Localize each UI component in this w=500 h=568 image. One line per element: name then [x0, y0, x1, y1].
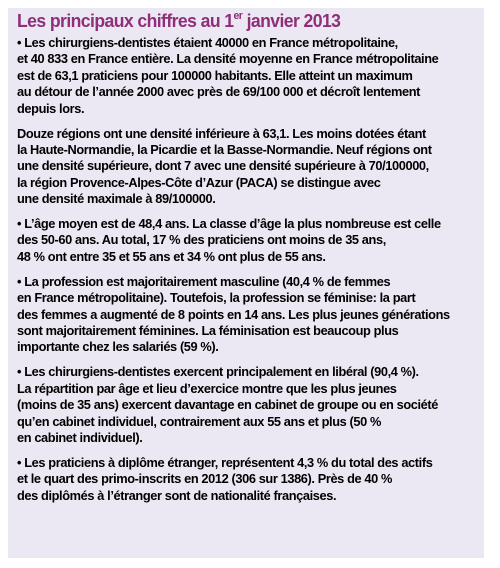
- title-superscript: er: [233, 9, 243, 22]
- text-line: importante chez les salariés (59 %).: [17, 339, 219, 355]
- text-line: des 50-60 ans. Au total, 17 % des praticiens ont moins de 35 ans,: [17, 232, 386, 248]
- text-line: • Les praticiens à diplôme étranger, représentent 4,3 % du total des actifs: [17, 454, 433, 470]
- text-line: • Les chirurgiens-dentistes exercent principalement en libéral (90,4 %).: [17, 364, 419, 380]
- text-line: une densité maximale à 89/100000.: [17, 191, 216, 207]
- text-line: la Haute-Normandie, la Picardie et la Basse-Normandie. Neuf régions ont: [17, 141, 432, 157]
- text-line: est de 63,1 praticiens pour 100000 habitants. Elle atteint un maximum: [17, 67, 413, 83]
- paragraph-practice: [17, 364, 476, 446]
- title-text: Les principaux chiffres au 1: [17, 10, 234, 31]
- paragraph-regions: [17, 126, 476, 208]
- text-line: depuis lors.: [17, 100, 85, 116]
- text-line: la région Provence-Alpes-Côte d’Azur (PACA) se distingue avec: [17, 174, 381, 190]
- text-line: 48 % ont entre 35 et 55 ans et 34 % ont plus de 55 ans.: [17, 248, 326, 264]
- text-line: en France métropolitaine). Toutefois, la profession se féminise: la part: [17, 290, 416, 306]
- statistics-box: [8, 8, 484, 558]
- text-line: qu’en cabinet individuel, contrairement aux 55 ans et plus (50 %: [17, 413, 382, 429]
- paragraph-gender: [17, 274, 476, 356]
- text-line: Douze régions ont une densité inférieure à 63,1. Les moins dotées étant: [17, 125, 426, 141]
- box-title: [17, 10, 453, 32]
- text-line: • Les chirurgiens-dentistes étaient 40000 en France métropolitaine,: [17, 35, 398, 50]
- text-line: au détour de l’année 2000 avec près de 69/100 000 et décroît lentement: [17, 84, 420, 100]
- text-line: sont majoritairement féminines. La féminisation est beaucoup plus: [17, 323, 399, 338]
- title-text-end: janvier 2013: [242, 10, 341, 31]
- text-line: (moins de 35 ans) exercent davantage en cabinet de groupe ou en société: [17, 397, 439, 413]
- paragraph-age: [17, 216, 476, 265]
- text-line: une densité supérieure, dont 7 avec une densité supérieure à 70/100000,: [17, 158, 429, 174]
- text-line: des diplômés à l’étranger sont de nationalité françaises.: [17, 487, 337, 503]
- text-line: en cabinet individuel).: [17, 429, 143, 445]
- text-line: La répartition par âge et lieu d’exercice montre que les plus jeunes: [17, 380, 397, 396]
- paragraph-density: [17, 35, 476, 117]
- text-line: et le quart des primo-inscrits en 2012 (306 sur 1386). Près de 40 %: [17, 471, 393, 487]
- paragraph-foreign-diplomas: [17, 455, 476, 504]
- text-line: et 40 833 en France entière. La densité moyenne en France métropolitaine: [17, 51, 439, 67]
- text-line: • La profession est majoritairement masculine (40,4 % de femmes: [17, 273, 391, 289]
- text-line: des femmes a augmenté de 8 points en 14 ans. Les plus jeunes générations: [17, 306, 450, 322]
- text-line: • L’âge moyen est de 48,4 ans. La classe d’âge la plus nombreuse est celle: [17, 216, 441, 232]
